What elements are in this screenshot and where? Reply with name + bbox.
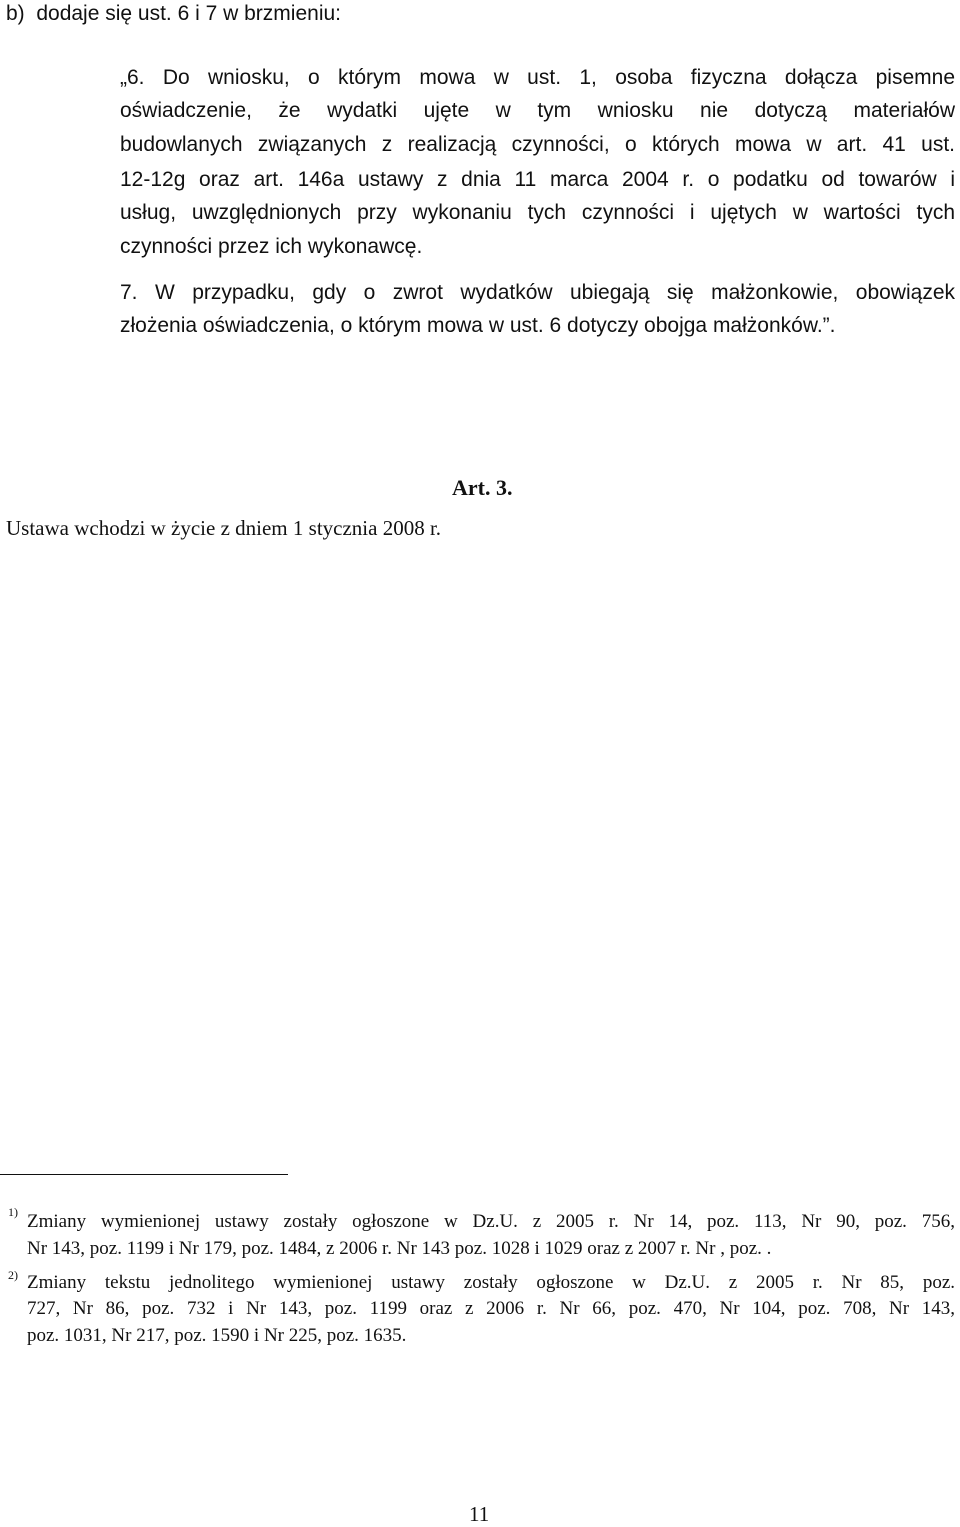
article-heading: Art. 3. bbox=[452, 475, 513, 500]
para7-line-2: złożenia oświadczenia, o którym mowa w ust. 6 dotyczy obojga małżonków.”. bbox=[120, 314, 836, 337]
footnote-2-marker: 2) bbox=[8, 1268, 18, 1282]
footnote-1-line-2: Nr 143, poz. 1199 i Nr 179, poz. 1484, z 2006 r. Nr 143 poz. 1028 i 1029 oraz z 2007 r. Nr , poz. . bbox=[27, 1238, 772, 1259]
amendment-intro: b) dodaje się ust. 6 i 7 w brzmieniu: bbox=[6, 2, 341, 25]
para6-line-1: „6. Do wniosku, o którym mowa w ust. 1, osoba fizyczna dołącza pisemne bbox=[120, 66, 955, 89]
para6-line-4: 12-12g oraz art. 146a ustawy z dnia 11 marca 2004 r. o podatku od towarów i bbox=[120, 168, 955, 191]
para6-line-3: budowlanych związanych z realizacją czynności, o których mowa w art. 41 ust. bbox=[120, 133, 955, 156]
footnote-2-line-1: Zmiany tekstu jednolitego wymienionej ustawy zostały ogłoszone w Dz.U. z 2005 r. Nr 85, poz. bbox=[27, 1272, 955, 1293]
para6-line-6: czynności przez ich wykonawcę. bbox=[120, 235, 423, 258]
para6-line-2: oświadczenie, że wydatki ujęte w tym wniosku nie dotyczą materiałów bbox=[120, 99, 955, 122]
footnote-1-line-1: Zmiany wymienionej ustawy zostały ogłoszone w Dz.U. z 2005 r. Nr 14, poz. 113, Nr 90, poz. 756, bbox=[27, 1211, 955, 1232]
footnote-2-line-3: poz. 1031, Nr 217, poz. 1590 i Nr 225, poz. 1635. bbox=[27, 1325, 407, 1346]
article-text: Ustawa wchodzi w życie z dniem 1 stycznia 2008 r. bbox=[6, 516, 442, 540]
para7-line-1: 7. W przypadku, gdy o zwrot wydatków ubiegają się małżonkowie, obowiązek bbox=[120, 281, 955, 304]
footnote-2-line-2: 727, Nr 86, poz. 732 i Nr 143, poz. 1199 oraz z 2006 r. Nr 66, poz. 470, Nr 104, poz. 708, Nr 143, bbox=[27, 1298, 955, 1319]
para6-line-5: usług, uwzględnionych przy wykonaniu tych czynności i ujętych w wartości tych bbox=[120, 201, 955, 224]
footnote-1-marker: 1) bbox=[8, 1205, 18, 1219]
page-number: 11 bbox=[469, 1502, 490, 1526]
footnote-separator bbox=[0, 1174, 288, 1175]
